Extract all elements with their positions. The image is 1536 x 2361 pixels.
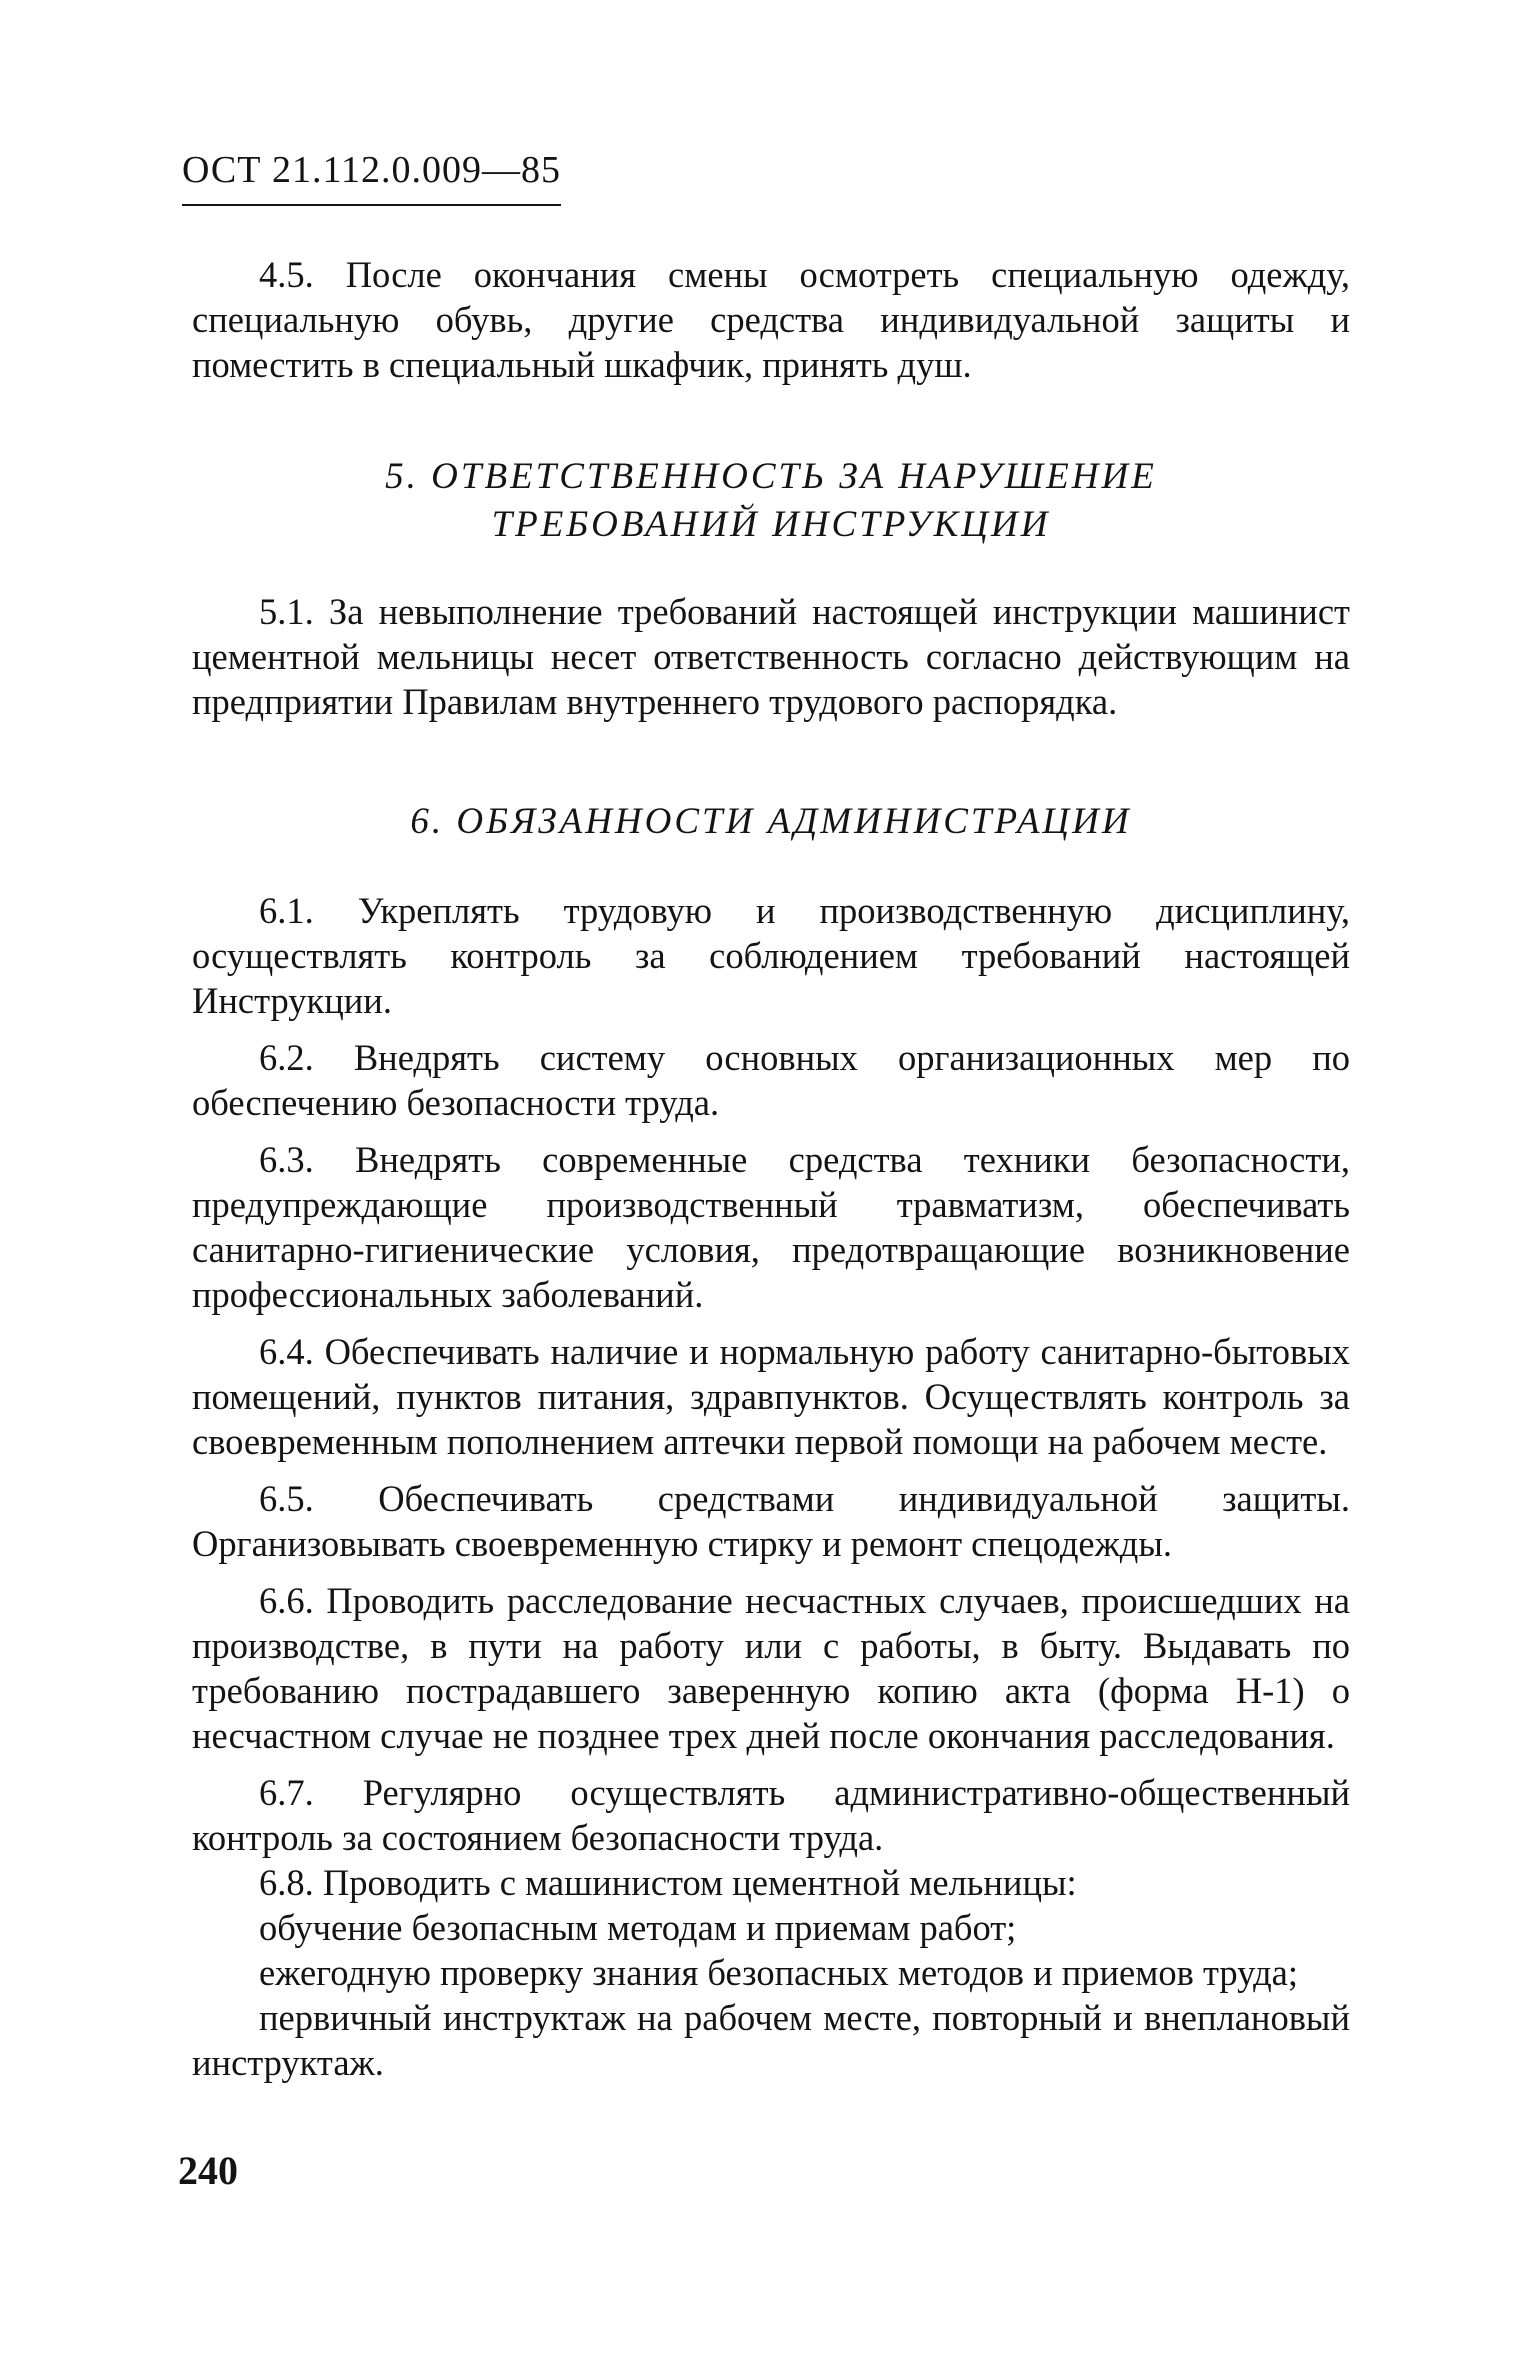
section-5-heading (192, 453, 1350, 549)
paragraph-6-7: 6.7. Регулярно осуществлять административно-общественный контроль за состоянием безопасности труда. (192, 1772, 1350, 1858)
paragraph-6-8: 6.8. Проводить с машинистом цементной мельницы: (259, 1862, 1077, 1903)
paragraph-6-5: 6.5. Обеспечивать средствами индивидуальной защиты. Организовывать своевременную стирку и ремонт спецодежды. (192, 1478, 1350, 1564)
section-5-heading-line-1: 5. ОТВЕТСТВЕННОСТЬ ЗА НАРУШЕНИЕ (385, 456, 1157, 497)
document-body (192, 252, 1350, 2085)
document-code-header: ОСТ 21.112.0.009—85 (182, 148, 561, 206)
list-item: обучение безопасным методам и приемам работ; (259, 1907, 1017, 1948)
section-5-heading-line-2: ТРЕБОВАНИЙ ИНСТРУКЦИИ (491, 504, 1051, 545)
paragraph-6-6: 6.6. Проводить расследование несчастных случаев, происшедших на производстве, в пути на работу или с работы, в быту. Выдавать по требованию пострадавшего заверенную копию акта (форма Н-1) о несчастном случае не позднее трех дней после окончания расследования. (192, 1580, 1350, 1756)
section-6-heading (192, 798, 1350, 846)
paragraph-5-1: 5.1. За невыполнение требований настоящей инструкции машинист цементной мельницы несет ответственность согласно действующим на предприятии Правилам внутреннего трудового распорядка. (192, 591, 1350, 722)
paragraph-6-1: 6.1. Укреплять трудовую и производственную дисциплину, осуществлять контроль за соблюдением требований настоящей Инструкции. (192, 890, 1350, 1021)
list-item: ежегодную проверку знания безопасных методов и приемов труда; (259, 1952, 1298, 1993)
paragraph-4-5: 4.5. После окончания смены осмотреть специальную одежду, специальную обувь, другие средства индивидуальной защиты и поместить в специальный шкафчик, принять душ. (192, 254, 1350, 385)
page-number: 240 (178, 2148, 238, 2193)
paragraph-6-4: 6.4. Обеспечивать наличие и нормальную работу санитарно-бытовых помещений, пунктов питания, здравпунктов. Осуществлять контроль за своевременным пополнением аптечки первой помощи на рабочем месте. (192, 1331, 1350, 1462)
paragraph-6-3: 6.3. Внедрять современные средства техники безопасности, предупреждающие производственный травматизм, обеспечивать санитарно-гигиенические условия, предотвращающие возникновение профессиональных заболеваний. (192, 1139, 1350, 1315)
list-item: первичный инструктаж на рабочем месте, повторный и внеплановый инструктаж. (192, 1997, 1350, 2083)
section-6-heading-text: 6. ОБЯЗАННОСТИ АДМИНИСТРАЦИИ (410, 801, 1132, 842)
paragraph-6-2: 6.2. Внедрять систему основных организационных мер по обеспечению безопасности труда. (192, 1037, 1350, 1123)
